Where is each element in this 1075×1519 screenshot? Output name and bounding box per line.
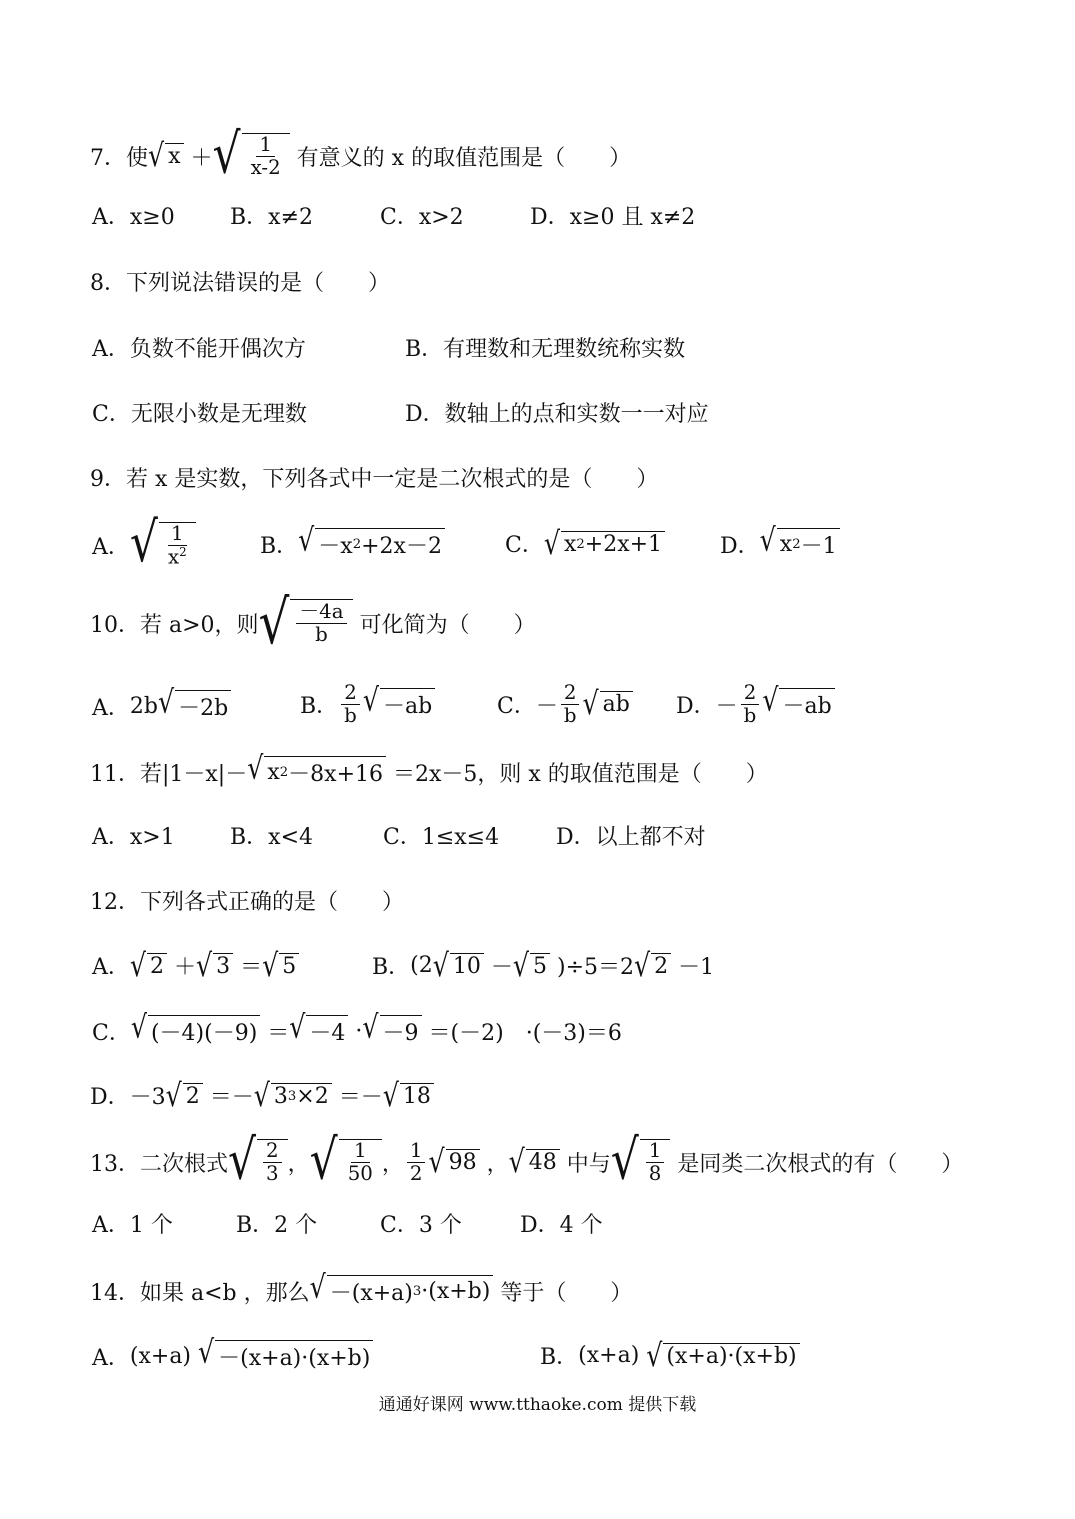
q13-option-c: C．3 个 bbox=[380, 1213, 462, 1238]
q12-label-c: C． bbox=[92, 1020, 131, 1046]
q7-option-a: A．x≥0 bbox=[92, 205, 175, 230]
q10-label-a: A． bbox=[92, 695, 130, 721]
q14-label-a: A． bbox=[92, 1345, 130, 1371]
sqrt-x: √ x bbox=[148, 143, 184, 169]
question-10-stem: 10．若 a>0，则 √ $\frac{-4a}{b}$ 可化简为（ ） bbox=[90, 587, 536, 658]
q10-stem-suffix: 可化简为（ ） bbox=[359, 612, 536, 638]
q12-label-b: B． bbox=[372, 955, 411, 980]
q7-option-d: D．x≥0 且 x≠2 bbox=[530, 205, 696, 230]
q10-label-c: C． bbox=[497, 693, 536, 719]
q7-stem-suffix: 有意义的 x 的取值范围是（ ） bbox=[296, 145, 632, 171]
q12-label-a: A． bbox=[92, 955, 130, 980]
q9-label-d: D． bbox=[720, 533, 760, 559]
q11-stem-suffix: ＝2x－5，则 x 的取值范围是（ ） bbox=[393, 761, 768, 787]
page-footer: 通通好课网 www.tthaoke.com 提供下载 bbox=[378, 1395, 697, 1415]
q10-option-b: B． $\frac{2}{b}$ √ －ab bbox=[300, 676, 435, 732]
q7-option-c: C．x>2 bbox=[380, 205, 464, 230]
q7-option-b: B．x≠2 bbox=[230, 205, 314, 230]
q9-option-b: B． √ －x 2 +2x－2 bbox=[260, 528, 445, 560]
question-13-stem: 13．二次根式 √ $\frac{2}{3}$ ， √ $\frac{1}{50}$ ， $\frac{1}{2}$ √ 98 ， √ 48 中与 √ $\frac{1}{8}$ 是同类二次根式的有（ ） bbox=[90, 1128, 964, 1193]
q11-option-b: B．x<4 bbox=[230, 825, 314, 850]
q8-option-d: D．数轴上的点和实数一一对应 bbox=[405, 402, 709, 427]
q12-option-b: B． (2 √ 10 － √ 5 )÷5＝2 √ 2 －1 bbox=[372, 946, 715, 983]
q9-option-c: C． √ x 2 +2x+1 bbox=[505, 528, 665, 559]
q10-label-d: D． bbox=[676, 693, 716, 719]
q10-option-a: A． 2b √ －2b bbox=[92, 690, 231, 722]
q7-stem-prefix: 7．使 bbox=[90, 145, 148, 171]
question-9-stem: 9．若 x 是实数，下列各式中一定是二次根式的是（ ） bbox=[90, 467, 659, 492]
q10-option-c: C． － $\frac{2}{b}$ √ ab bbox=[497, 676, 633, 732]
q8-option-b: B．有理数和无理数统称实数 bbox=[405, 337, 686, 362]
q8-option-c: C．无限小数是无理数 bbox=[92, 402, 307, 427]
question-11-stem: 11．若|1－x|－ √ x 2 －8x+16 ＝2x－5，则 x 的取值范围是（ ） bbox=[90, 749, 768, 787]
q13-stem-middle: 中与 bbox=[566, 1151, 611, 1177]
q12-option-d: D． －3 √ 2 ＝－ √ 3 3 ×2 ＝－ √ 18 bbox=[90, 1080, 434, 1111]
q11-option-d: D．以上都不对 bbox=[556, 825, 706, 850]
q11-option-a: A．x>1 bbox=[92, 825, 175, 850]
q9-label-b: B． bbox=[260, 533, 299, 559]
q14-option-a: A． (x+a) √ －(x+a)·(x+b) bbox=[92, 1340, 373, 1372]
q11-option-c: C．1≤x≤4 bbox=[383, 825, 500, 850]
q8-option-a: A．负数不能开偶次方 bbox=[92, 337, 306, 362]
q11-stem-prefix: 11．若|1－x|－ bbox=[90, 761, 248, 787]
q10-label-b: B． bbox=[300, 693, 339, 719]
question-8-stem: 8．下列说法错误的是（ ） bbox=[90, 271, 390, 296]
q14-option-b: B． (x+a) √ (x+a)·(x+b) bbox=[540, 1340, 800, 1371]
q12-label-d: D． bbox=[90, 1085, 130, 1110]
question-12-stem: 12．下列各式正确的是（ ） bbox=[90, 890, 404, 915]
q14-label-b: B． bbox=[540, 1345, 579, 1370]
q9-label-a: A． bbox=[92, 534, 130, 560]
q10-stem-prefix: 10．若 a>0，则 bbox=[90, 612, 259, 638]
q14-stem-prefix: 14．如果 a<b ，那么 bbox=[90, 1280, 310, 1306]
q9-option-a: A． √ $\frac{1}{x^2}$ bbox=[92, 515, 196, 575]
question-14-stem: 14．如果 a<b ，那么 √ －(x+a) 3 ·(x+b) 等于（ ） bbox=[90, 1268, 633, 1306]
q13-option-b: B．2 个 bbox=[236, 1213, 318, 1238]
q13-stem-suffix: 是同类二次根式的有（ ） bbox=[677, 1151, 964, 1177]
sqrt-1-over-x-2: √ $\frac{1}{x-2}$ bbox=[213, 133, 290, 179]
question-7-stem: 7．使 √ x ＋ √ $\frac{1}{x-2}$ 有意义的 x 的取值范围是（ ） bbox=[90, 122, 632, 187]
q12-option-a: A． √ 2 ＋ √ 3 ＝ √ 5 bbox=[92, 950, 299, 981]
q13-option-a: A．1 个 bbox=[92, 1213, 173, 1238]
q14-stem-suffix: 等于（ ） bbox=[500, 1280, 633, 1306]
q10-option-d: D． － $\frac{2}{b}$ √ －ab bbox=[676, 676, 835, 732]
q13-stem-prefix: 13．二次根式 bbox=[90, 1151, 228, 1177]
q13-option-d: D．4 个 bbox=[520, 1213, 603, 1238]
q9-option-d: D． √ x 2 －1 bbox=[720, 528, 840, 560]
q12-option-c: C． √ (－4)(－9) ＝ √ －4 · √ －9 ＝(－2) ·(－3)＝6 bbox=[92, 1008, 622, 1046]
q9-label-c: C． bbox=[505, 533, 544, 558]
